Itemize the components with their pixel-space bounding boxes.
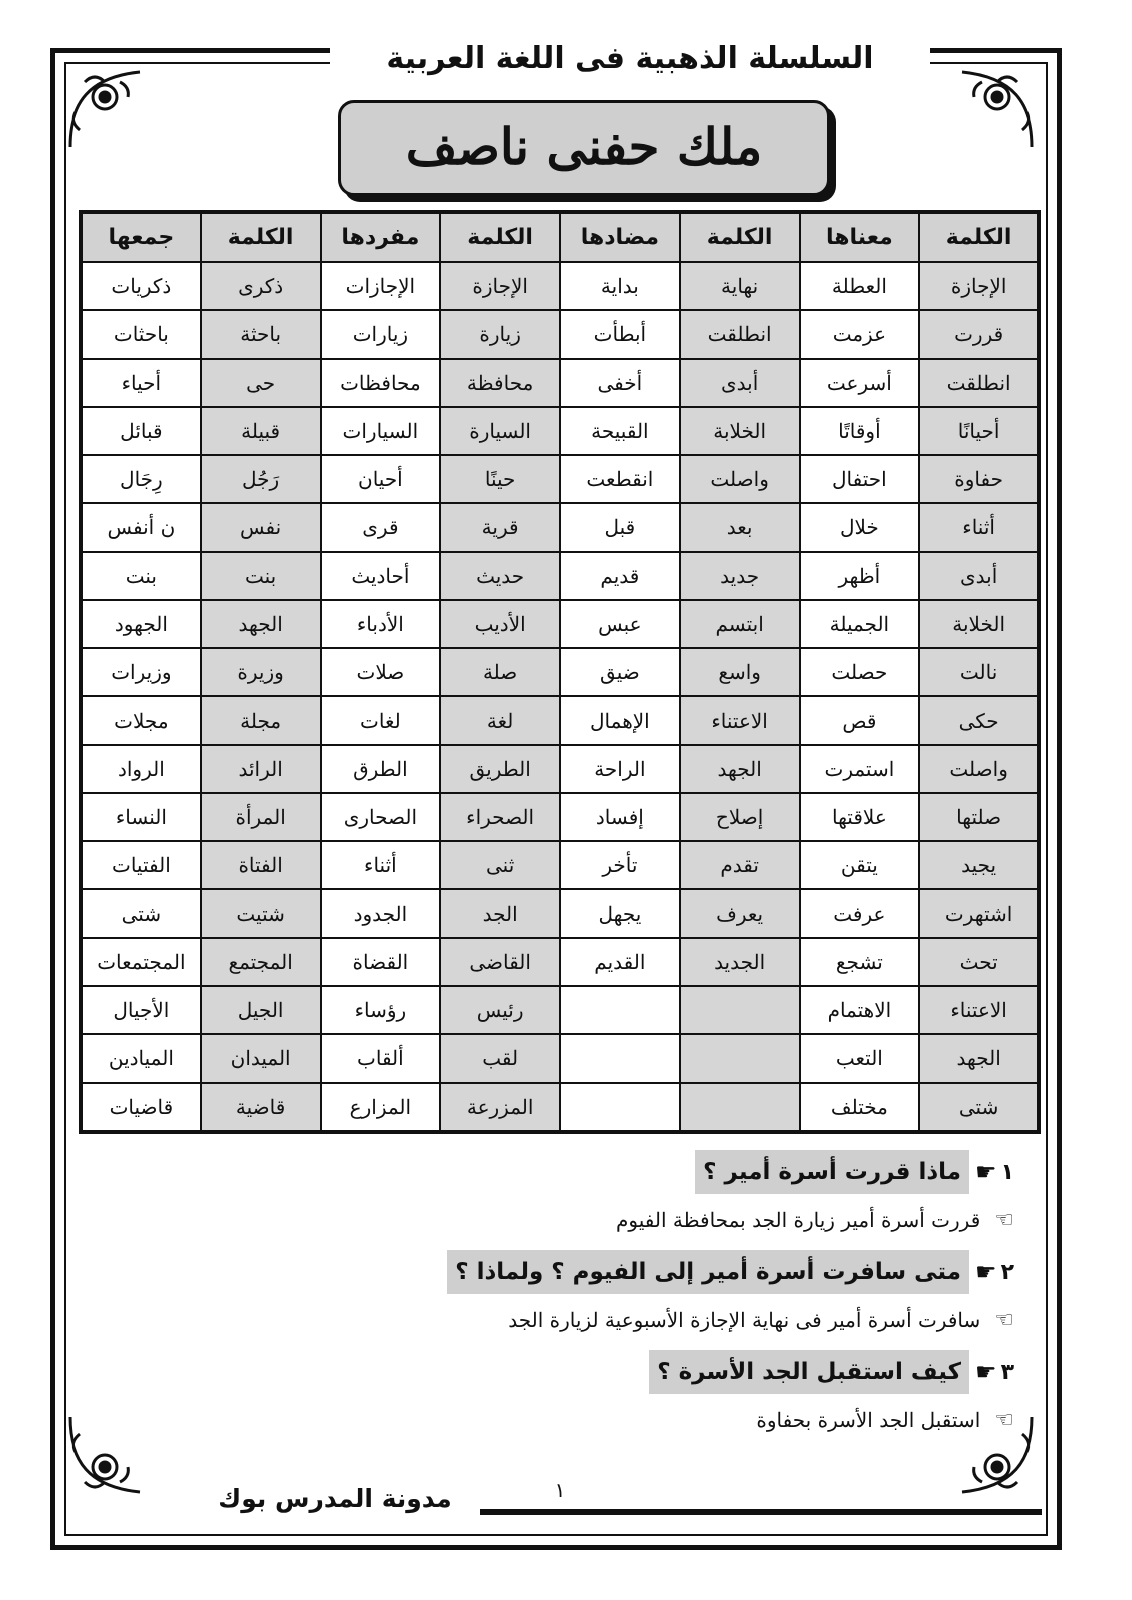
- table-row: [81, 262, 1039, 310]
- table-cell: الجهد: [201, 600, 321, 648]
- table-cell: السيارات: [321, 407, 441, 455]
- table-cell: الميدان: [201, 1034, 321, 1082]
- table-cell: الأدباء: [321, 600, 441, 648]
- table-cell: باحثات: [81, 310, 201, 358]
- question-text: كيف استقبل الجد الأسرة ؟: [649, 1350, 969, 1394]
- table-cell: الخلابة: [680, 407, 800, 455]
- table-cell: المرأة: [201, 793, 321, 841]
- vocabulary-table: [79, 210, 1041, 1134]
- series-title: السلسلة الذهبية فى اللغة العربية: [330, 36, 930, 82]
- blog-name: مدونة المدرس بوك: [200, 1484, 470, 1513]
- table-cell: محافظات: [321, 359, 441, 407]
- table-cell: أبطأت: [560, 310, 680, 358]
- table-cell: الاعتناء: [919, 986, 1039, 1034]
- table-cell: مختلف: [800, 1083, 920, 1132]
- table-cell: السيارة: [440, 407, 560, 455]
- table-cell: بنت: [201, 552, 321, 600]
- table-cell: [680, 1083, 800, 1132]
- table-cell: احتفال: [800, 455, 920, 503]
- table-cell: رئيس: [440, 986, 560, 1034]
- table-cell: الجهود: [81, 600, 201, 648]
- table-cell: حى: [201, 359, 321, 407]
- table-cell: النساء: [81, 793, 201, 841]
- table-cell: انطلقت: [680, 310, 800, 358]
- table-cell: يجهل: [560, 889, 680, 937]
- question-3: [649, 1350, 1014, 1394]
- table-cell: يتقن: [800, 841, 920, 889]
- table-cell: [560, 1083, 680, 1132]
- question-text: ماذا قررت أسرة أمير ؟: [695, 1150, 969, 1194]
- table-cell: الجهد: [919, 1034, 1039, 1082]
- table-row: [81, 841, 1039, 889]
- table-cell: تحث: [919, 938, 1039, 986]
- table-cell: الرواد: [81, 745, 201, 793]
- table-cell: الطرق: [321, 745, 441, 793]
- table-cell: المجتمع: [201, 938, 321, 986]
- table-cell: الإهمال: [560, 696, 680, 744]
- table-cell: شتى: [81, 889, 201, 937]
- table-cell: [680, 1034, 800, 1082]
- table-cell: ضيق: [560, 648, 680, 696]
- table-cell: جديد: [680, 552, 800, 600]
- table-cell: ذكرى: [201, 262, 321, 310]
- column-header: معناها: [800, 212, 920, 262]
- column-header: مفردها: [321, 212, 441, 262]
- table-cell: أثناء: [919, 503, 1039, 551]
- question-1: [695, 1150, 1014, 1194]
- question-2: [447, 1250, 1014, 1294]
- table-cell: العطلة: [800, 262, 920, 310]
- table-cell: لغات: [321, 696, 441, 744]
- table-cell: محافظة: [440, 359, 560, 407]
- table-cell: عرفت: [800, 889, 920, 937]
- table-cell: واسع: [680, 648, 800, 696]
- table-cell: رؤساء: [321, 986, 441, 1034]
- table-row: [81, 1083, 1039, 1132]
- table-cell: أحياء: [81, 359, 201, 407]
- table-cell: رَجُل: [201, 455, 321, 503]
- table-row: [81, 889, 1039, 937]
- hand-pointing-icon: ☛: [975, 1358, 997, 1386]
- table-cell: زيارات: [321, 310, 441, 358]
- table-cell: الراحة: [560, 745, 680, 793]
- table-cell: القضاة: [321, 938, 441, 986]
- answer-text: قررت أسرة أمير زيارة الجد بمحافظة الفيوم: [616, 1208, 981, 1232]
- table-cell: المجتمعات: [81, 938, 201, 986]
- table-row: [81, 310, 1039, 358]
- table-cell: خلال: [800, 503, 920, 551]
- table-cell: أظهر: [800, 552, 920, 600]
- table-cell: القبيحة: [560, 407, 680, 455]
- table-cell: رِجَال: [81, 455, 201, 503]
- answer-text: سافرت أسرة أمير فى نهاية الإجازة الأسبوعية لزيارة الجد: [508, 1308, 981, 1332]
- table-cell: تشجع: [800, 938, 920, 986]
- table-row: [81, 359, 1039, 407]
- question-number: ٢: [1000, 1259, 1014, 1285]
- table-cell: لغة: [440, 696, 560, 744]
- table-cell: قبل: [560, 503, 680, 551]
- table-cell: قبائل: [81, 407, 201, 455]
- table-cell: الإجازة: [919, 262, 1039, 310]
- table-cell: الميادين: [81, 1034, 201, 1082]
- table-cell: قاضية: [201, 1083, 321, 1132]
- table-header-row: [81, 212, 1039, 262]
- table-cell: تقدم: [680, 841, 800, 889]
- table-cell: وزيرة: [201, 648, 321, 696]
- table-row: [81, 793, 1039, 841]
- table-cell: يجيد: [919, 841, 1039, 889]
- column-header: الكلمة: [201, 212, 321, 262]
- table-cell: الفتيات: [81, 841, 201, 889]
- table-cell: قرى: [321, 503, 441, 551]
- table-cell: وزيرات: [81, 648, 201, 696]
- table-row: [81, 648, 1039, 696]
- table-cell: انقطعت: [560, 455, 680, 503]
- table-row: [81, 455, 1039, 503]
- table-cell: بداية: [560, 262, 680, 310]
- table-cell: الاهتمام: [800, 986, 920, 1034]
- hand-pointing-icon: ☛: [975, 1158, 997, 1186]
- table-cell: باحثة: [201, 310, 321, 358]
- table-cell: شتى: [919, 1083, 1039, 1132]
- table-cell: صلات: [321, 648, 441, 696]
- answer-1: [616, 1202, 1014, 1238]
- table-cell: يعرف: [680, 889, 800, 937]
- table-cell: تأخر: [560, 841, 680, 889]
- hand-pointing-icon: ☛: [975, 1258, 997, 1286]
- answer-3: [756, 1402, 1014, 1438]
- table-cell: الجيل: [201, 986, 321, 1034]
- table-cell: مجلات: [81, 696, 201, 744]
- table-cell: علاقتها: [800, 793, 920, 841]
- table-cell: ذكريات: [81, 262, 201, 310]
- table-row: [81, 600, 1039, 648]
- column-header: الكلمة: [440, 212, 560, 262]
- table-cell: الإجازات: [321, 262, 441, 310]
- table-cell: الخلابة: [919, 600, 1039, 648]
- table-cell: الإجازة: [440, 262, 560, 310]
- corner-ornament-bottom-left-icon: [60, 1412, 150, 1502]
- table-cell: الاعتناء: [680, 696, 800, 744]
- table-cell: [560, 986, 680, 1034]
- table-cell: [680, 986, 800, 1034]
- table-cell: الرائد: [201, 745, 321, 793]
- table-cell: اشتهرت: [919, 889, 1039, 937]
- table-cell: ألقاب: [321, 1034, 441, 1082]
- answer-2: [508, 1302, 1014, 1338]
- table-cell: أثناء: [321, 841, 441, 889]
- table-cell: الفتاة: [201, 841, 321, 889]
- table-cell: القاضى: [440, 938, 560, 986]
- pointing-finger-icon: ☜: [994, 1207, 1014, 1233]
- lesson-title: ملك حفنى ناصف: [338, 100, 830, 196]
- question-number: ١: [1000, 1159, 1014, 1185]
- table-cell: المزرعة: [440, 1083, 560, 1132]
- table-cell: لقب: [440, 1034, 560, 1082]
- column-header: الكلمة: [919, 212, 1039, 262]
- table-cell: ابتسم: [680, 600, 800, 648]
- table-cell: قررت: [919, 310, 1039, 358]
- table-cell: نفس: [201, 503, 321, 551]
- table-cell: حينًا: [440, 455, 560, 503]
- table-cell: أحيان: [321, 455, 441, 503]
- table-cell: استمرت: [800, 745, 920, 793]
- table-cell: قبيلة: [201, 407, 321, 455]
- table-row: [81, 986, 1039, 1034]
- table-cell: الصحراء: [440, 793, 560, 841]
- table-cell: أبدى: [680, 359, 800, 407]
- table-cell: الطريق: [440, 745, 560, 793]
- table-cell: أسرعت: [800, 359, 920, 407]
- table-cell: المزارع: [321, 1083, 441, 1132]
- table-row: [81, 503, 1039, 551]
- question-number: ٣: [1000, 1359, 1014, 1385]
- answer-text: استقبل الجد الأسرة بحفاوة: [756, 1408, 981, 1432]
- table-cell: زيارة: [440, 310, 560, 358]
- table-cell: الجد: [440, 889, 560, 937]
- table-cell: حكى: [919, 696, 1039, 744]
- table-cell: شتيت: [201, 889, 321, 937]
- table-cell: عزمت: [800, 310, 920, 358]
- question-text: متى سافرت أسرة أمير إلى الفيوم ؟ ولماذا ؟: [447, 1250, 969, 1294]
- table-cell: نالت: [919, 648, 1039, 696]
- table-cell: القديم: [560, 938, 680, 986]
- corner-ornament-top-right-icon: [952, 62, 1042, 152]
- table-cell: حصلت: [800, 648, 920, 696]
- table-row: [81, 1034, 1039, 1082]
- table-cell: قديم: [560, 552, 680, 600]
- table-cell: ثنى: [440, 841, 560, 889]
- table-cell: الأديب: [440, 600, 560, 648]
- table-cell: صلتها: [919, 793, 1039, 841]
- table-cell: قاضيات: [81, 1083, 201, 1132]
- table-row: [81, 552, 1039, 600]
- table-cell: [560, 1034, 680, 1082]
- column-header: الكلمة: [680, 212, 800, 262]
- table-row: [81, 696, 1039, 744]
- table-cell: الجديد: [680, 938, 800, 986]
- table-cell: الجهد: [680, 745, 800, 793]
- table-cell: أحيانًا: [919, 407, 1039, 455]
- table-cell: واصلت: [919, 745, 1039, 793]
- table-cell: حفاوة: [919, 455, 1039, 503]
- table-cell: إفساد: [560, 793, 680, 841]
- table-cell: مجلة: [201, 696, 321, 744]
- table-cell: الجدود: [321, 889, 441, 937]
- footer-divider: [480, 1509, 1042, 1515]
- table-cell: واصلت: [680, 455, 800, 503]
- table-cell: أبدى: [919, 552, 1039, 600]
- table-cell: صلة: [440, 648, 560, 696]
- pointing-finger-icon: ☜: [994, 1407, 1014, 1433]
- table-cell: أحاديث: [321, 552, 441, 600]
- table-cell: حديث: [440, 552, 560, 600]
- column-header: مضادها: [560, 212, 680, 262]
- table-cell: نهاية: [680, 262, 800, 310]
- table-cell: أخفى: [560, 359, 680, 407]
- table-cell: ن أنفس: [81, 503, 201, 551]
- table-row: [81, 938, 1039, 986]
- table-cell: الصحارى: [321, 793, 441, 841]
- table-cell: أوقاتًا: [800, 407, 920, 455]
- table-cell: انطلقت: [919, 359, 1039, 407]
- pointing-finger-icon: ☜: [994, 1307, 1014, 1333]
- table-cell: التعب: [800, 1034, 920, 1082]
- table-cell: قرية: [440, 503, 560, 551]
- table-row: [81, 407, 1039, 455]
- table-cell: إصلاح: [680, 793, 800, 841]
- table-cell: بنت: [81, 552, 201, 600]
- table-cell: الجميلة: [800, 600, 920, 648]
- table-row: [81, 745, 1039, 793]
- table-cell: الأجيال: [81, 986, 201, 1034]
- page-number: ١: [554, 1478, 566, 1502]
- table-cell: بعد: [680, 503, 800, 551]
- corner-ornament-top-left-icon: [60, 62, 150, 152]
- column-header: جمعها: [81, 212, 201, 262]
- table-cell: عبس: [560, 600, 680, 648]
- table-cell: قص: [800, 696, 920, 744]
